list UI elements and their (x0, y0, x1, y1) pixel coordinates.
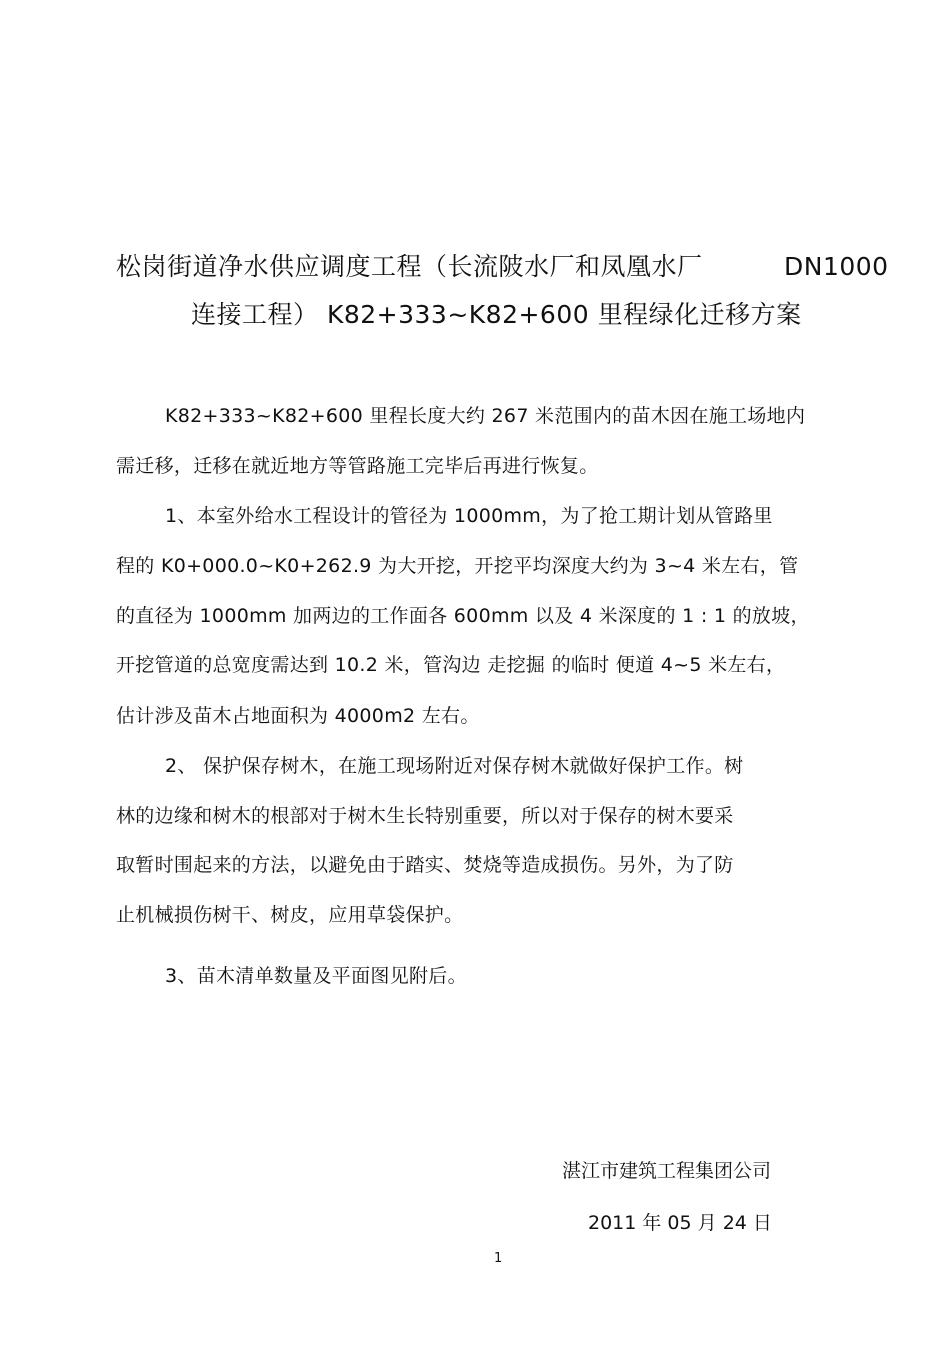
document-title-line-1: 松岗街道净水供应调度工程（长流陂水厂和凤凰水厂 (116, 252, 703, 281)
item2-line-1: 2、 保护保存树木，在施工现场附近对保存树木就做好保护工作。树 (165, 755, 744, 777)
item1-line-1: 1、本室外给水工程设计的管径为 1000mm，为了抢工期计划从管路里 (165, 505, 773, 527)
intro-line-2: 需迁移，迁移在就近地方等管路施工完毕后再进行恢复。 (116, 455, 599, 477)
page-number: 1 (494, 1251, 503, 1266)
item1-line-4: 开挖管道的总宽度需达到 10.2 米，管沟边 走挖掘 的临时 便道 4~5 米左右， (116, 654, 786, 676)
item1-line-2: 程的 K0+000.0~K0+262.9 为大开挖，开挖平均深度大约为 3~4 米左右，管 (116, 555, 799, 577)
item3-line: 3、苗木清单数量及平面图见附后。 (165, 965, 467, 987)
item1-line-3: 的直径为 1000mm 加两边的工作面各 600mm 以及 4 米深度的 1 : 1 的放坡， (116, 605, 810, 627)
intro-line-1: K82+333~K82+600 里程长度大约 267 米范围内的苗木因在施工场地内 (165, 405, 806, 427)
document-title-line-2: 连接工程） K82+333~K82+600 里程绿化迁移方案 (191, 300, 802, 329)
document-title-line-1-tail: DN1000 (784, 252, 889, 281)
signature-date: 2011 年 05 月 24 日 (588, 1212, 772, 1234)
item2-line-4: 止机械损伤树干、树皮，应用草袋保护。 (116, 904, 464, 926)
item1-line-5: 估计涉及苗木占地面积为 4000m2 左右。 (116, 705, 480, 727)
signature-company: 湛江市建筑工程集团公司 (562, 1160, 772, 1182)
item2-line-2: 林的边缘和树木的根部对于树木生长特别重要，所以对于保存的树木要采 (116, 805, 734, 827)
item2-line-3: 取暂时围起来的方法，以避免由于踏实、焚烧等造成损伤。另外，为了防 (116, 854, 734, 876)
